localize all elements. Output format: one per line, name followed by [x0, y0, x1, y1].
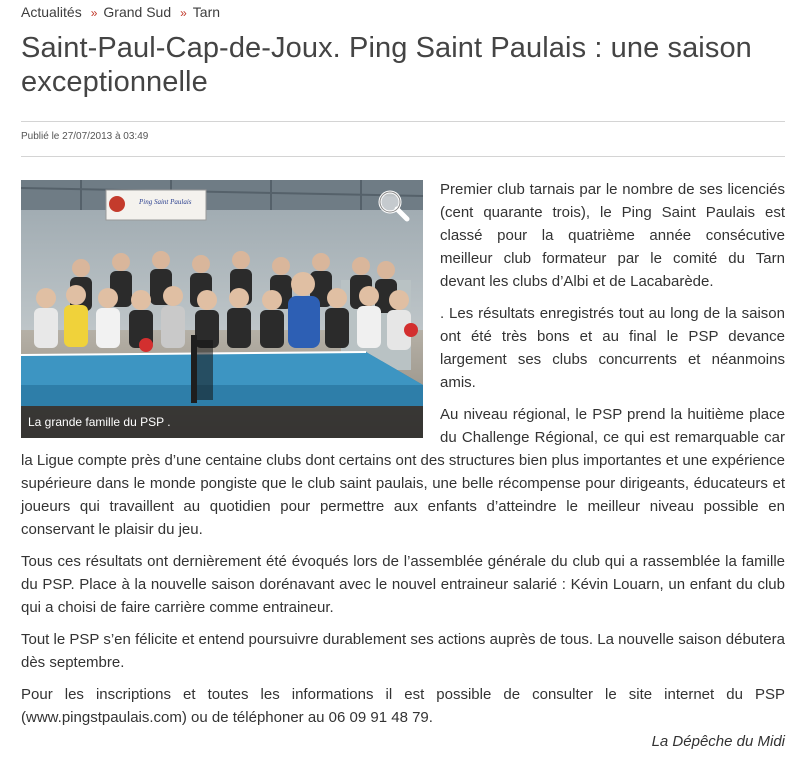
article-paragraph: Premier club tarnais par le nombre de ses licenciés (cent quarante trois), le Ping Saint Paulais est classé pour la quatrième année consécutive meilleur club formateur par le comité du Tarn devant les clubs d’Albi et de Lacabarède. — [440, 181, 785, 290]
article-paragraph: Tous ces résultats ont dernièrement été évoqués lors de l’assemblée générale du club qui a rassemblée la famille du PSP. Place à la nouvelle saison dorénavant avec le nouvel entraineur salarié : Kévin Louarn, un enfant du club qui a choisi de faire carrière comme entraineur. — [21, 553, 785, 616]
breadcrumb — [21, 4, 220, 20]
published-date: Publié le 27/07/2013 à 03:49 — [21, 131, 149, 142]
article-paragraph: Pour les inscriptions et toutes les informations il est possible de consulter le site internet du PSP (www.pingstpaulais.com) ou de téléphoner au 06 09 91 48 79. — [21, 686, 785, 726]
article-source: La Dépêche du Midi — [651, 733, 785, 750]
article-title: Saint-Paul-Cap-de-Joux. Ping Saint Paulais : une saison exceptionnelle — [21, 32, 752, 98]
divider — [21, 156, 785, 157]
article-paragraph: Au niveau régional, le PSP prend la huitième place du Challenge Régional, ce qui est remarquable car la Ligue compte près d’une centaine clubs dont certains ont des structures bien plus importantes et une expérience supérieure dans le monde pongiste que le club saint paulais, une belle récompense pour dirigeants, éducateurs et joueurs qui travaillent au quotidien pour permettre aux enfants d’atteindre le meilleur niveau possible en conservant le plaisir du jeu. — [21, 406, 785, 538]
photo-caption: La grande famille du PSP . — [21, 406, 423, 438]
photo-spacer — [21, 178, 440, 440]
club-banner-text: Ping Saint Paulais — [139, 198, 192, 206]
breadcrumb-separator-icon: » — [180, 6, 187, 20]
article-body — [21, 178, 785, 738]
breadcrumb-separator-icon: » — [90, 6, 98, 20]
article-paragraph: . Les résultats enregistrés tout au long de la saison ont été très bons et au final le PSP devance largement ses clubs concurrents et néanmoins amis. — [440, 305, 785, 391]
breadcrumb-link-grand-sud[interactable]: Grand Sud — [103, 4, 172, 20]
article-paragraph: Tout le PSP s’en félicite et entend poursuivre durablement ses actions auprès de tous. La nouvelle saison débutera dès septembre. — [21, 631, 785, 671]
breadcrumb-link-actualites[interactable]: Actualités — [21, 4, 82, 20]
breadcrumb-link-tarn[interactable]: Tarn — [192, 4, 221, 20]
divider — [21, 121, 785, 122]
